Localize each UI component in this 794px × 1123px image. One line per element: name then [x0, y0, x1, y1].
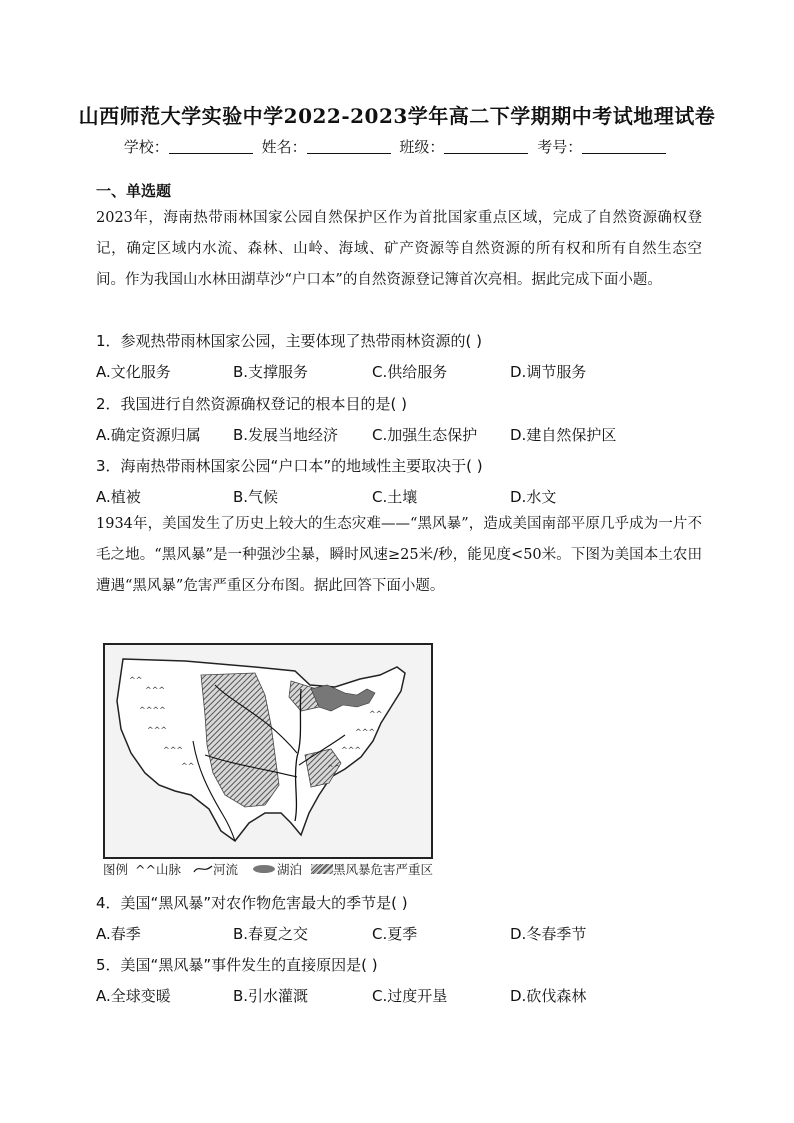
mountain-icon: ^^: [135, 862, 156, 877]
option-a[interactable]: A.确定资源归属: [96, 426, 201, 444]
option-a[interactable]: A.植被: [96, 488, 141, 506]
legend-river-text: 河流: [213, 862, 239, 877]
number-blank[interactable]: [582, 139, 666, 154]
name-blank[interactable]: [307, 139, 391, 154]
map-legend: [103, 858, 433, 878]
question-3: 3．海南热带雨林国家公园“户口本”的地域性主要取决于( ): [96, 457, 483, 475]
exam-title: 山西师范大学实验中学2022-2023学年高二下学期期中考试地理试卷: [78, 104, 716, 128]
school-blank[interactable]: [169, 139, 253, 154]
question-5-options: [96, 985, 706, 1005]
number-label: 考号：: [537, 138, 583, 156]
svg-text:^^: ^^: [369, 710, 383, 719]
option-c[interactable]: C.供给服务: [372, 363, 448, 381]
legend-mountain: [135, 860, 181, 878]
svg-text:^^^^: ^^^^: [139, 706, 166, 715]
option-b[interactable]: B.春夏之交: [233, 925, 309, 943]
svg-text:^^^: ^^^: [147, 726, 168, 735]
option-d[interactable]: D.调节服务: [510, 363, 587, 381]
question-4: 4．美国“黑风暴”对农作物危害最大的季节是( ): [96, 894, 408, 912]
school-label: 学校：: [123, 138, 169, 156]
hazard-icon: [311, 864, 333, 874]
river-icon: [193, 864, 213, 874]
question-1-options: [96, 361, 706, 381]
option-d[interactable]: D.建自然保护区: [510, 426, 617, 444]
svg-text:^^: ^^: [181, 762, 195, 771]
option-a[interactable]: A.文化服务: [96, 363, 171, 381]
question-1: 1．参观热带雨林国家公园，主要体现了热带雨林资源的( ): [96, 332, 483, 350]
option-b[interactable]: B.发展当地经济: [233, 426, 339, 444]
option-a[interactable]: A.全球变暖: [96, 987, 171, 1005]
svg-text:^^^: ^^^: [341, 746, 362, 755]
svg-text:^^: ^^: [129, 676, 143, 685]
name-label: 姓名：: [261, 138, 307, 156]
us-map-svg: [105, 645, 431, 857]
question-2-options: [96, 424, 706, 444]
option-d[interactable]: D.冬春季节: [510, 925, 587, 943]
option-a[interactable]: A.春季: [96, 925, 141, 943]
svg-text:^^: ^^: [327, 764, 341, 773]
option-c[interactable]: C.土壤: [372, 488, 418, 506]
svg-text:^^^: ^^^: [163, 746, 184, 755]
svg-text:^^^: ^^^: [145, 686, 166, 695]
question-5: 5．美国“黑风暴”事件发生的直接原因是( ): [96, 956, 378, 974]
option-b[interactable]: B.引水灌溉: [233, 987, 309, 1005]
question-3-options: [96, 486, 706, 506]
class-blank[interactable]: [444, 139, 528, 154]
option-b[interactable]: B.气候: [233, 488, 279, 506]
svg-text:^^^: ^^^: [355, 728, 376, 737]
question-4-options: [96, 923, 706, 943]
legend-lake-text: 湖泊: [277, 862, 303, 877]
legend-mountain-text: 山脉: [155, 862, 181, 877]
dust-bowl-map: [103, 643, 433, 859]
passage-2: 1934年，美国发生了历史上较大的生态灾难——“黑风暴”，造成美国南部平原几乎成为一片不毛之地。“黑风暴”是一种强沙尘暴，瞬时风速≥25米/秒，能见度<50米。下图为美国本土农田遭遇“黑风暴”危害严重区分布图。据此回答下面小题。: [96, 516, 702, 594]
legend-hazard-text: 黑风暴危害严重区: [333, 862, 434, 877]
passage-1: 2023年，海南热带雨林国家公园自然保护区作为首批国家重点区域，完成了自然资源确权登记，确定区域内水流、森林、山岭、海域、矿产资源等自然资源的所有权和所有自然生态空间。作为我国山水林田湖草沙“户口本”的自然资源登记簿首次亮相。据此完成下面小题。: [96, 210, 702, 288]
legend-river: [193, 860, 238, 878]
section-title: 一、单选题: [96, 182, 172, 200]
class-label: 班级：: [399, 138, 445, 156]
option-c[interactable]: C.夏季: [372, 925, 418, 943]
lake-icon: [251, 864, 277, 874]
option-d[interactable]: D.砍伐森林: [510, 987, 587, 1005]
legend-label: 图例: [103, 862, 129, 877]
option-b[interactable]: B.支撑服务: [233, 363, 309, 381]
question-2: 2．我国进行自然资源确权登记的根本目的是( ): [96, 395, 408, 413]
option-d[interactable]: D.水文: [510, 488, 557, 506]
option-c[interactable]: C.过度开垦: [372, 987, 448, 1005]
option-c[interactable]: C.加强生态保护: [372, 426, 478, 444]
student-info-row: [0, 136, 794, 157]
legend-lake: [251, 860, 302, 878]
legend-hazard: [311, 860, 433, 878]
